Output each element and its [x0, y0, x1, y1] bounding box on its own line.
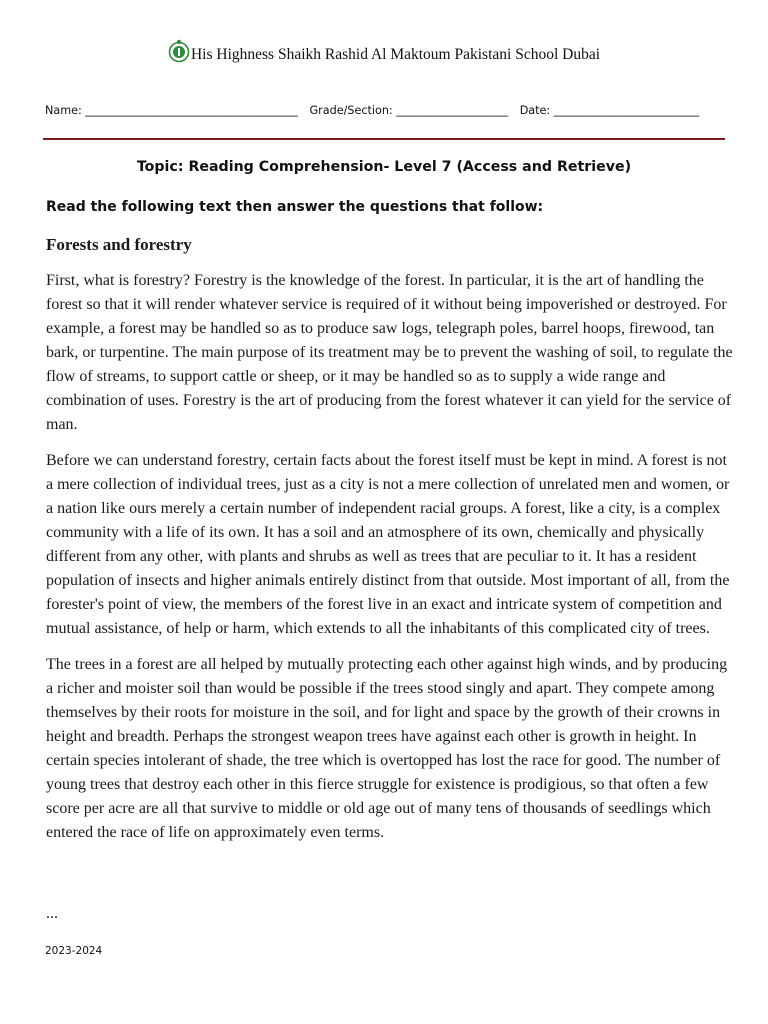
- name-field[interactable]: Name: ______________________________________: [45, 104, 298, 117]
- footer-year: 2023-2024: [45, 945, 103, 957]
- instruction-text: Read the following text then answer the questions that follow:: [46, 199, 544, 215]
- passage-title: Forests and forestry: [46, 235, 192, 254]
- passage-paragraph-2: Before we can understand forestry, certain facts about the forest itself must be kept in mind. A forest is not a mere collection of individual trees, just as a city is not a mere collection of unrelated men and women, or a nation like ours merely a certain number of independent racial groups. A forest, like a city, is a complex community with a life of its own. It has a soil and an atmosphere of its own, chemically and physically different from any other, with plants and shrubs as well as trees that are peculiar to it. It has a resident population of insects and higher animals entirely distinct from that outside. Most important of all, from the forester's point of view, the members of the forest live in an exact and intricate system of competition and mutual assistance, of help or harm, which extends to all the inhabitants of this complicated city of trees.: [46, 452, 730, 637]
- school-crest-icon: [168, 38, 190, 64]
- document-header: [0, 46, 768, 64]
- school-name: His Highness Shaikh Rashid Al Maktoum Pakistani School Dubai: [190, 46, 601, 63]
- date-field[interactable]: Date: __________________________: [519, 104, 700, 117]
- passage-paragraph-1: First, what is forestry? Forestry is the knowledge of the forest. In particular, it is the art of handling the forest so that it will render whatever service is required of it without being impoverished or destroyed. For example, a forest may be handled so as to produce saw logs, telegraph poles, barrel hoops, firewood, tan bark, or turpentine. The main purpose of its treatment may be to prevent the washing of soil, to regulate the flow of streams, to support cattle or sheep, or it may be handled so as to supply a wide range and combination of uses. Forestry is the art of producing from the forest whatever it can yield for the service of man.: [46, 272, 733, 433]
- passage-paragraph-3: The trees in a forest are all helped by mutually protecting each other against high winds, and by producing a richer and moister soil than would be possible if the trees stood singly and apart. They compete among themselves by their roots for moisture in the soil, and for light and space by the growth of their crowns in height and breadth. Perhaps the strongest weapon trees have against each other is growth in height. In certain species intolerant of shade, the tree which is overtopped has lost the race for good. The number of young trees that destroy each other in this fierce struggle for existence is prodigious, so that often a few score per acre are all that survive to middle or old age out of many tens of thousands of seedlings which entered the race of life on approximately even terms.: [46, 656, 728, 841]
- grade-section-field[interactable]: Grade/Section: ____________________: [309, 104, 509, 117]
- header-divider: [43, 138, 725, 140]
- student-info-fields: [45, 104, 725, 117]
- passage-body: [46, 269, 736, 857]
- passage-ellipsis: ...: [46, 905, 58, 922]
- topic-heading: Topic: Reading Comprehension- Level 7 (Access and Retrieve): [136, 159, 632, 175]
